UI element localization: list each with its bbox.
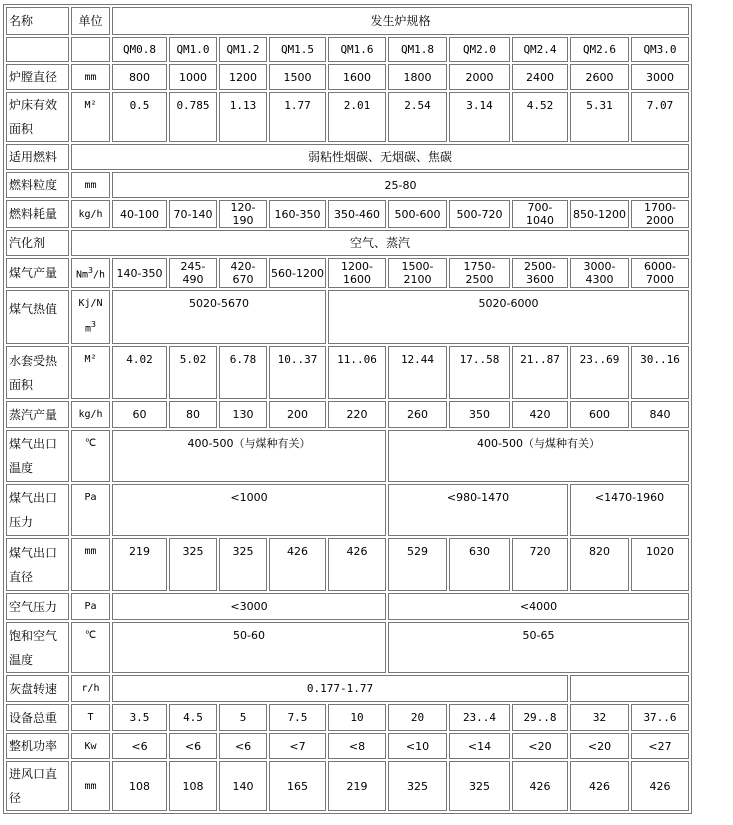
value-cell: 4.5 <box>169 704 217 731</box>
table-row <box>6 704 689 731</box>
row-name: 进风口直径 <box>6 761 69 811</box>
value-cell: 160-350 <box>269 200 326 228</box>
value-cell: 200 <box>269 401 326 428</box>
unit-header: 单位 <box>71 7 110 35</box>
model-cell: QM2.0 <box>449 37 510 62</box>
value-cell: 10 <box>328 704 386 731</box>
unit-superscript: 3 <box>87 265 93 276</box>
value-cell: 700-1040 <box>512 200 568 228</box>
heat-value-b: 5020-6000 <box>328 290 689 344</box>
value-cell: 600 <box>570 401 629 428</box>
table-row <box>6 430 689 482</box>
value-cell: 500-600 <box>388 200 447 228</box>
value-cell: 23..4 <box>449 704 510 731</box>
value-cell: 325 <box>449 761 510 811</box>
value-cell: 10..37 <box>269 346 326 399</box>
value-cell: 426 <box>269 538 326 591</box>
value-cell: 1500-2100 <box>388 258 447 288</box>
value-cell: 5.31 <box>570 92 629 142</box>
table-row <box>6 675 689 702</box>
value-cell: 4.02 <box>112 346 167 399</box>
value-cell: 6.78 <box>219 346 267 399</box>
value-cell: 426 <box>328 538 386 591</box>
table-row <box>6 230 689 256</box>
row-name: 煤气出口压力 <box>6 484 69 536</box>
table-row <box>6 172 689 198</box>
value-cell: 21..87 <box>512 346 568 399</box>
unit-part: Kj/N <box>78 298 103 310</box>
model-cell: QM2.6 <box>570 37 629 62</box>
value-cell: 165 <box>269 761 326 811</box>
value-cell: 220 <box>328 401 386 428</box>
value-cell: 0.5 <box>112 92 167 142</box>
value-cell: 108 <box>169 761 217 811</box>
value-cell: 1750-2500 <box>449 258 510 288</box>
value-cell: 426 <box>570 761 629 811</box>
value-cell: 420 <box>512 401 568 428</box>
value-cell: 1500 <box>269 64 326 90</box>
fuel-value: 弱粘性烟碳、无烟碳、焦碳 <box>71 144 689 170</box>
value-cell: 32 <box>570 704 629 731</box>
unit-part: /h <box>93 269 106 281</box>
row-unit: mm <box>71 64 110 90</box>
row-name: 煤气热值 <box>6 290 69 344</box>
value-cell: 350 <box>449 401 510 428</box>
model-cell: QM1.2 <box>219 37 267 62</box>
row-name: 蒸汽产量 <box>6 401 69 428</box>
value-cell: 2400 <box>512 64 568 90</box>
value-cell: 3.5 <box>112 704 167 731</box>
value-cell: 500-720 <box>449 200 510 228</box>
unit-part: Nm <box>75 269 88 281</box>
value-cell: 1200-1600 <box>328 258 386 288</box>
row-unit: T <box>71 704 110 731</box>
gasifying-agent-value: 空气、蒸汽 <box>71 230 689 256</box>
table-row <box>6 622 689 673</box>
value-cell: 219 <box>328 761 386 811</box>
row-name: 炉床有效面积 <box>6 92 69 142</box>
saturated-air-temp-a: 50-60 <box>112 622 386 673</box>
value-cell: 80 <box>169 401 217 428</box>
value-cell: 1020 <box>631 538 689 591</box>
row-name: 燃料粒度 <box>6 172 69 198</box>
value-cell: 219 <box>112 538 167 591</box>
row-unit: M² <box>71 346 110 399</box>
row-name: 煤气产量 <box>6 258 69 288</box>
row-unit: Pa <box>71 484 110 536</box>
value-cell: 70-140 <box>169 200 217 228</box>
value-cell: 1.77 <box>269 92 326 142</box>
value-cell: 0.785 <box>169 92 217 142</box>
value-cell: 37..6 <box>631 704 689 731</box>
table-row <box>6 200 689 228</box>
unit-part <box>73 314 108 339</box>
value-cell: 5 <box>219 704 267 731</box>
row-name: 灰盘转速 <box>6 675 69 702</box>
row-unit: mm <box>71 172 110 198</box>
value-cell: <20 <box>512 733 568 759</box>
value-cell: 140-350 <box>112 258 167 288</box>
air-pressure-a: <3000 <box>112 593 386 620</box>
value-cell: 1.13 <box>219 92 267 142</box>
unit-part: m <box>84 323 91 335</box>
value-cell: 6000-7000 <box>631 258 689 288</box>
value-cell: 560-1200 <box>269 258 326 288</box>
value-cell: 1700-2000 <box>631 200 689 228</box>
value-cell: <14 <box>449 733 510 759</box>
air-pressure-b: <4000 <box>388 593 689 620</box>
table-header-row <box>6 7 689 35</box>
row-unit: mm <box>71 538 110 591</box>
value-cell: 630 <box>449 538 510 591</box>
value-cell: 30..16 <box>631 346 689 399</box>
value-cell: 2500-3600 <box>512 258 568 288</box>
value-cell: <27 <box>631 733 689 759</box>
value-cell: <10 <box>388 733 447 759</box>
value-cell: 325 <box>219 538 267 591</box>
outlet-temp-b: 400-500（与煤种有关） <box>388 430 689 482</box>
heat-value-a: 5020-5670 <box>112 290 326 344</box>
row-name: 整机功率 <box>6 733 69 759</box>
row-name: 煤气出口温度 <box>6 430 69 482</box>
table-row <box>6 484 689 536</box>
value-cell: 529 <box>388 538 447 591</box>
value-cell: 29..8 <box>512 704 568 731</box>
row-unit: ℃ <box>71 622 110 673</box>
model-cell: QM1.5 <box>269 37 326 62</box>
row-unit: kg/h <box>71 401 110 428</box>
row-unit: mm <box>71 761 110 811</box>
gasifier-spec-table <box>3 4 692 814</box>
table-row <box>6 64 689 90</box>
table-row <box>6 401 689 428</box>
empty-cell <box>71 37 110 62</box>
value-cell: 23..69 <box>570 346 629 399</box>
value-cell: 17..58 <box>449 346 510 399</box>
model-cell: QM1.6 <box>328 37 386 62</box>
row-name: 设备总重 <box>6 704 69 731</box>
row-unit <box>71 290 110 344</box>
table-row <box>6 92 689 142</box>
value-cell: 140 <box>219 761 267 811</box>
row-name: 空气压力 <box>6 593 69 620</box>
value-cell: 130 <box>219 401 267 428</box>
value-cell: 850-1200 <box>570 200 629 228</box>
outlet-pressure-b: <980-1470 <box>388 484 568 536</box>
row-name: 饱和空气温度 <box>6 622 69 673</box>
model-cell: QM2.4 <box>512 37 568 62</box>
value-cell: 350-460 <box>328 200 386 228</box>
value-cell: 2000 <box>449 64 510 90</box>
value-cell: <6 <box>169 733 217 759</box>
value-cell: <8 <box>328 733 386 759</box>
value-cell: 426 <box>631 761 689 811</box>
table-row <box>6 290 689 344</box>
outlet-pressure-a: <1000 <box>112 484 386 536</box>
value-cell: 12.44 <box>388 346 447 399</box>
value-cell: 7.07 <box>631 92 689 142</box>
value-cell: 40-100 <box>112 200 167 228</box>
table-row <box>6 538 689 591</box>
value-cell: 120-190 <box>219 200 267 228</box>
value-cell: 11..06 <box>328 346 386 399</box>
row-name: 适用燃料 <box>6 144 69 170</box>
value-cell: 800 <box>112 64 167 90</box>
value-cell: 245-490 <box>169 258 217 288</box>
model-cell: QM1.0 <box>169 37 217 62</box>
value-cell: 60 <box>112 401 167 428</box>
value-cell: 20 <box>388 704 447 731</box>
outlet-temp-a: 400-500（与煤种有关） <box>112 430 386 482</box>
row-name: 水套受热面积 <box>6 346 69 399</box>
value-cell: 260 <box>388 401 447 428</box>
value-cell: 820 <box>570 538 629 591</box>
value-cell: 325 <box>388 761 447 811</box>
empty-cell <box>6 37 69 62</box>
value-cell: 2.54 <box>388 92 447 142</box>
value-cell: 325 <box>169 538 217 591</box>
row-unit: M² <box>71 92 110 142</box>
value-cell: 420-670 <box>219 258 267 288</box>
outlet-pressure-c: <1470-1960 <box>570 484 689 536</box>
row-unit <box>71 258 110 288</box>
model-cell: QM3.0 <box>631 37 689 62</box>
row-name: 汽化剂 <box>6 230 69 256</box>
value-cell: 3.14 <box>449 92 510 142</box>
table-title: 发生炉规格 <box>112 7 689 35</box>
table-row <box>6 761 689 811</box>
table-row <box>6 593 689 620</box>
ash-pan-speed-b <box>570 675 689 702</box>
unit-superscript: 3 <box>91 319 97 330</box>
saturated-air-temp-b: 50-65 <box>388 622 689 673</box>
value-cell: <7 <box>269 733 326 759</box>
row-name: 燃料耗量 <box>6 200 69 228</box>
model-cell: QM1.8 <box>388 37 447 62</box>
value-cell: <20 <box>570 733 629 759</box>
value-cell: 720 <box>512 538 568 591</box>
value-cell: 3000-4300 <box>570 258 629 288</box>
table-row <box>6 258 689 288</box>
row-unit: kg/h <box>71 200 110 228</box>
value-cell: 1800 <box>388 64 447 90</box>
value-cell: 108 <box>112 761 167 811</box>
name-header: 名称 <box>6 7 69 35</box>
table-row <box>6 733 689 759</box>
value-cell: 1600 <box>328 64 386 90</box>
value-cell: 7.5 <box>269 704 326 731</box>
value-cell: 840 <box>631 401 689 428</box>
table-row <box>6 144 689 170</box>
value-cell: <6 <box>219 733 267 759</box>
value-cell: 3000 <box>631 64 689 90</box>
value-cell: 5.02 <box>169 346 217 399</box>
value-cell: 2600 <box>570 64 629 90</box>
row-unit: r/h <box>71 675 110 702</box>
ash-pan-speed-a: 0.177-1.77 <box>112 675 568 702</box>
model-cell: QM0.8 <box>112 37 167 62</box>
row-name: 煤气出口直径 <box>6 538 69 591</box>
table-row <box>6 346 689 399</box>
value-cell: <6 <box>112 733 167 759</box>
row-unit: ℃ <box>71 430 110 482</box>
row-name: 炉膛直径 <box>6 64 69 90</box>
fuel-size-value: 25-80 <box>112 172 689 198</box>
value-cell: 1200 <box>219 64 267 90</box>
value-cell: 1000 <box>169 64 217 90</box>
value-cell: 426 <box>512 761 568 811</box>
row-unit: Pa <box>71 593 110 620</box>
model-row <box>6 37 689 62</box>
value-cell: 4.52 <box>512 92 568 142</box>
value-cell: 2.01 <box>328 92 386 142</box>
row-unit: Kw <box>71 733 110 759</box>
